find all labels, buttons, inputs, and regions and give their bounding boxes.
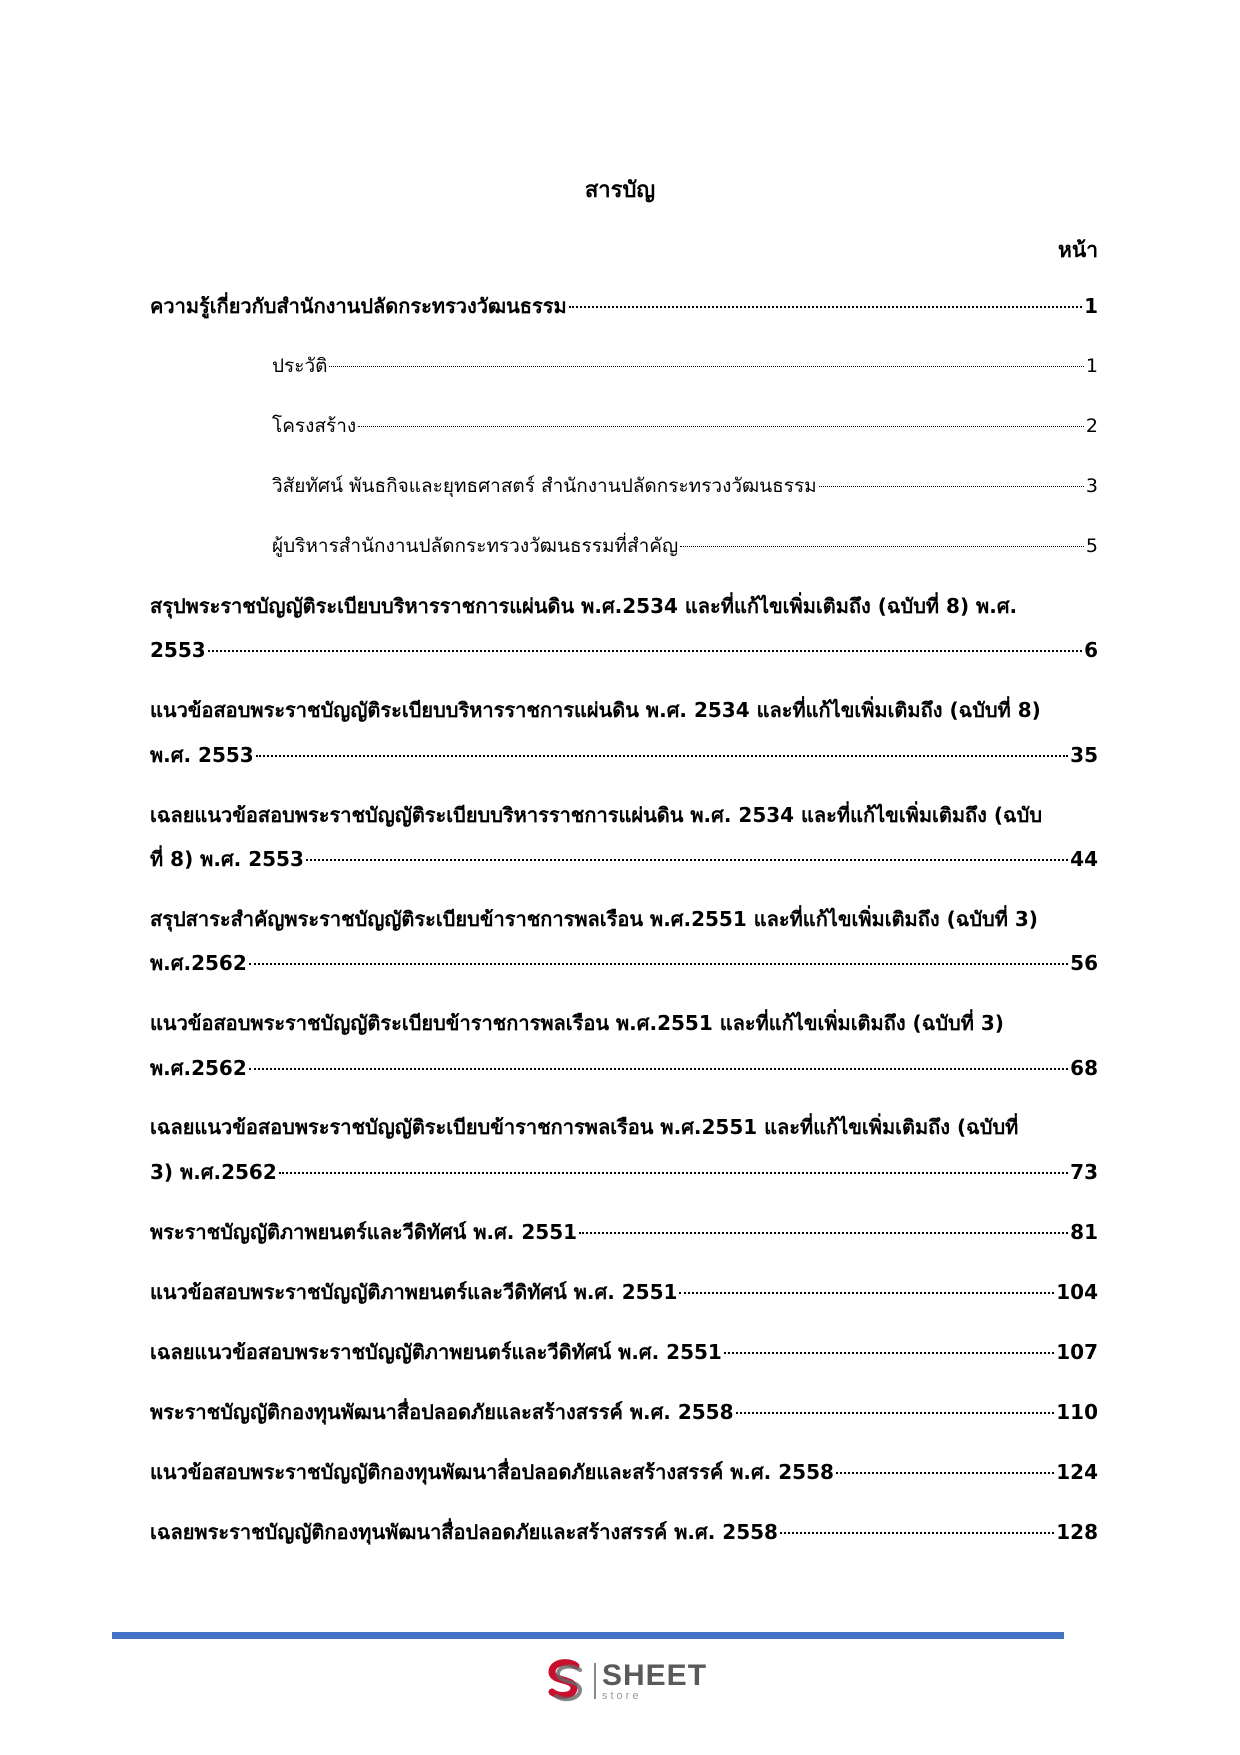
- toc-entry: [150, 1518, 1098, 1546]
- toc-entry-title: โครงสร้าง: [272, 415, 357, 437]
- sheet-store-logo-icon: [540, 1656, 590, 1706]
- toc-entry-title: ผู้บริหารสำนักงานปลัดกระทรวงวัฒนธรรมที่สำคัญ: [272, 535, 679, 557]
- toc-entry: [150, 845, 1098, 873]
- toc-entry: [150, 1338, 1098, 1366]
- toc-entry-line: [150, 1009, 1098, 1037]
- toc-entry-title: เฉลยพระราชบัญญัติกองทุนพัฒนาสื่อปลอดภัยและสร้างสรรค์ พ.ศ. 2558: [150, 1520, 778, 1544]
- toc-entry-title: แนวข้อสอบพระราชบัญญัติภาพยนตร์และวีดิทัศน์ พ.ศ. 2551: [150, 1280, 678, 1304]
- toc-entry-title: พระราชบัญญัติกองทุนพัฒนาสื่อปลอดภัยและสร้างสรรค์ พ.ศ. 2558: [150, 1400, 734, 1424]
- footer-divider: [112, 1632, 1064, 1639]
- toc-entry-line: [150, 905, 1098, 933]
- toc-entry-title: แนวข้อสอบพระราชบัญญัติระเบียบข้าราชการพลเรือน พ.ศ.2551 และที่แก้ไขเพิ่มเติมถึง (ฉบับที่ 3): [150, 1011, 1004, 1035]
- leader-dots: [249, 1067, 1068, 1070]
- leader-dots: [249, 962, 1068, 965]
- toc-entry-page: 68: [1070, 1056, 1098, 1080]
- sheet-store-logo: [540, 1656, 707, 1706]
- toc-entry-page: 3: [1085, 475, 1098, 497]
- leader-dots: [279, 1171, 1068, 1174]
- leader-dots: [358, 425, 1084, 427]
- leader-dots: [819, 485, 1084, 487]
- toc-entry-page: 35: [1070, 743, 1098, 767]
- toc-entry: [150, 292, 1098, 320]
- toc-entry: [150, 1158, 1098, 1186]
- toc-entry-line: [150, 696, 1098, 724]
- leader-dots: [329, 365, 1083, 367]
- toc-entry: [150, 949, 1098, 977]
- toc-entry-title: ประวัติ: [272, 355, 328, 377]
- toc-entry: [150, 1218, 1098, 1246]
- logo-subword: store: [602, 1689, 642, 1702]
- toc-entry-title: เฉลยแนวข้อสอบพระราชบัญญัติระเบียบบริหารราชการแผ่นดิน พ.ศ. 2534 และที่แก้ไขเพิ่มเติมถึง (ฉบับ: [150, 803, 1043, 827]
- toc-entry-line: [150, 1113, 1098, 1141]
- toc-entry-page: 107: [1056, 1340, 1098, 1364]
- toc-entry-page: 128: [1056, 1520, 1098, 1544]
- logo-text: [602, 1658, 708, 1702]
- toc-entry-page: 5: [1085, 535, 1098, 557]
- leader-dots: [208, 649, 1082, 652]
- page-column-label: หน้า: [1058, 238, 1098, 262]
- toc-entry-page: 81: [1070, 1220, 1098, 1244]
- leader-dots: [736, 1411, 1055, 1414]
- toc-entry-page: 6: [1084, 638, 1098, 662]
- toc-entry-title-cont: ที่ 8) พ.ศ. 2553: [150, 847, 304, 871]
- leader-dots: [306, 858, 1068, 861]
- leader-dots: [256, 754, 1068, 757]
- toc-entry-page: 56: [1070, 951, 1098, 975]
- leader-dots: [724, 1351, 1054, 1354]
- leader-dots: [680, 545, 1084, 547]
- toc-entry-page: 2: [1085, 415, 1098, 437]
- toc-entry-page: 104: [1056, 1280, 1098, 1304]
- leader-dots: [579, 1231, 1068, 1234]
- toc-entry-page: 1: [1085, 355, 1098, 377]
- toc-entry-title-cont: พ.ศ.2562: [150, 1056, 247, 1080]
- logo-word: SHEET: [602, 1658, 708, 1692]
- toc-entry-title: แนวข้อสอบพระราชบัญญัติระเบียบบริหารราชการแผ่นดิน พ.ศ. 2534 และที่แก้ไขเพิ่มเติมถึง (ฉบับที่ 8): [150, 698, 1041, 722]
- toc-entry-title-cont: 3) พ.ศ.2562: [150, 1160, 277, 1184]
- toc-entry-page: 44: [1070, 847, 1098, 871]
- toc-subentry: [272, 352, 1098, 380]
- toc-entry: [150, 636, 1098, 664]
- leader-dots: [569, 305, 1082, 308]
- toc-entry-title: เฉลยแนวข้อสอบพระราชบัญญัติภาพยนตร์และวีดิทัศน์ พ.ศ. 2551: [150, 1340, 722, 1364]
- toc-entry-title-cont: พ.ศ. 2553: [150, 743, 254, 767]
- leader-dots: [679, 1291, 1054, 1294]
- toc-entry-page: 124: [1056, 1460, 1098, 1484]
- toc-entry-title: สรุปสาระสำคัญพระราชบัญญัติระเบียบข้าราชการพลเรือน พ.ศ.2551 และที่แก้ไขเพิ่มเติมถึง (ฉบับที่ 3): [150, 907, 1038, 931]
- toc-entry-page: 73: [1070, 1160, 1098, 1184]
- toc-entry-title: วิสัยทัศน์ พันธกิจและยุทธศาสตร์ สำนักงานปลัดกระทรวงวัฒนธรรม: [272, 475, 817, 497]
- logo-separator: [594, 1663, 596, 1699]
- toc-entry-page: 1: [1084, 294, 1098, 318]
- toc-subentry: [272, 412, 1098, 440]
- toc-entry-title-cont: พ.ศ.2562: [150, 951, 247, 975]
- toc-entry-line: [150, 592, 1098, 620]
- toc-entry-title: พระราชบัญญัติภาพยนตร์และวีดิทัศน์ พ.ศ. 2551: [150, 1220, 578, 1244]
- toc-entry: [150, 1054, 1098, 1082]
- toc-entry-title-cont: 2553: [150, 638, 206, 662]
- toc-entry-title: ความรู้เกี่ยวกับสำนักงานปลัดกระทรวงวัฒนธรรม: [150, 294, 567, 318]
- toc-entry: [150, 1398, 1098, 1426]
- toc-entry-line: [150, 801, 1098, 829]
- leader-dots: [836, 1471, 1054, 1474]
- toc-entry-title: เฉลยแนวข้อสอบพระราชบัญญัติระเบียบข้าราชการพลเรือน พ.ศ.2551 และที่แก้ไขเพิ่มเติมถึง (ฉบับที่: [150, 1115, 1019, 1139]
- toc-entry-page: 110: [1056, 1400, 1098, 1424]
- toc-subentry: [272, 532, 1098, 560]
- toc-title: สารบัญ: [584, 178, 656, 203]
- toc-entry-title: แนวข้อสอบพระราชบัญญัติกองทุนพัฒนาสื่อปลอดภัยและสร้างสรรค์ พ.ศ. 2558: [150, 1460, 834, 1484]
- toc-entry-title: สรุปพระราชบัญญัติระเบียบบริหารราชการแผ่นดิน พ.ศ.2534 และที่แก้ไขเพิ่มเติมถึง (ฉบับที่ 8) พ.ศ.: [150, 594, 1018, 618]
- toc-entry: [150, 1278, 1098, 1306]
- toc-entry: [150, 1458, 1098, 1486]
- toc-entry: [150, 741, 1098, 769]
- leader-dots: [780, 1531, 1054, 1534]
- toc-subentry: [272, 472, 1098, 500]
